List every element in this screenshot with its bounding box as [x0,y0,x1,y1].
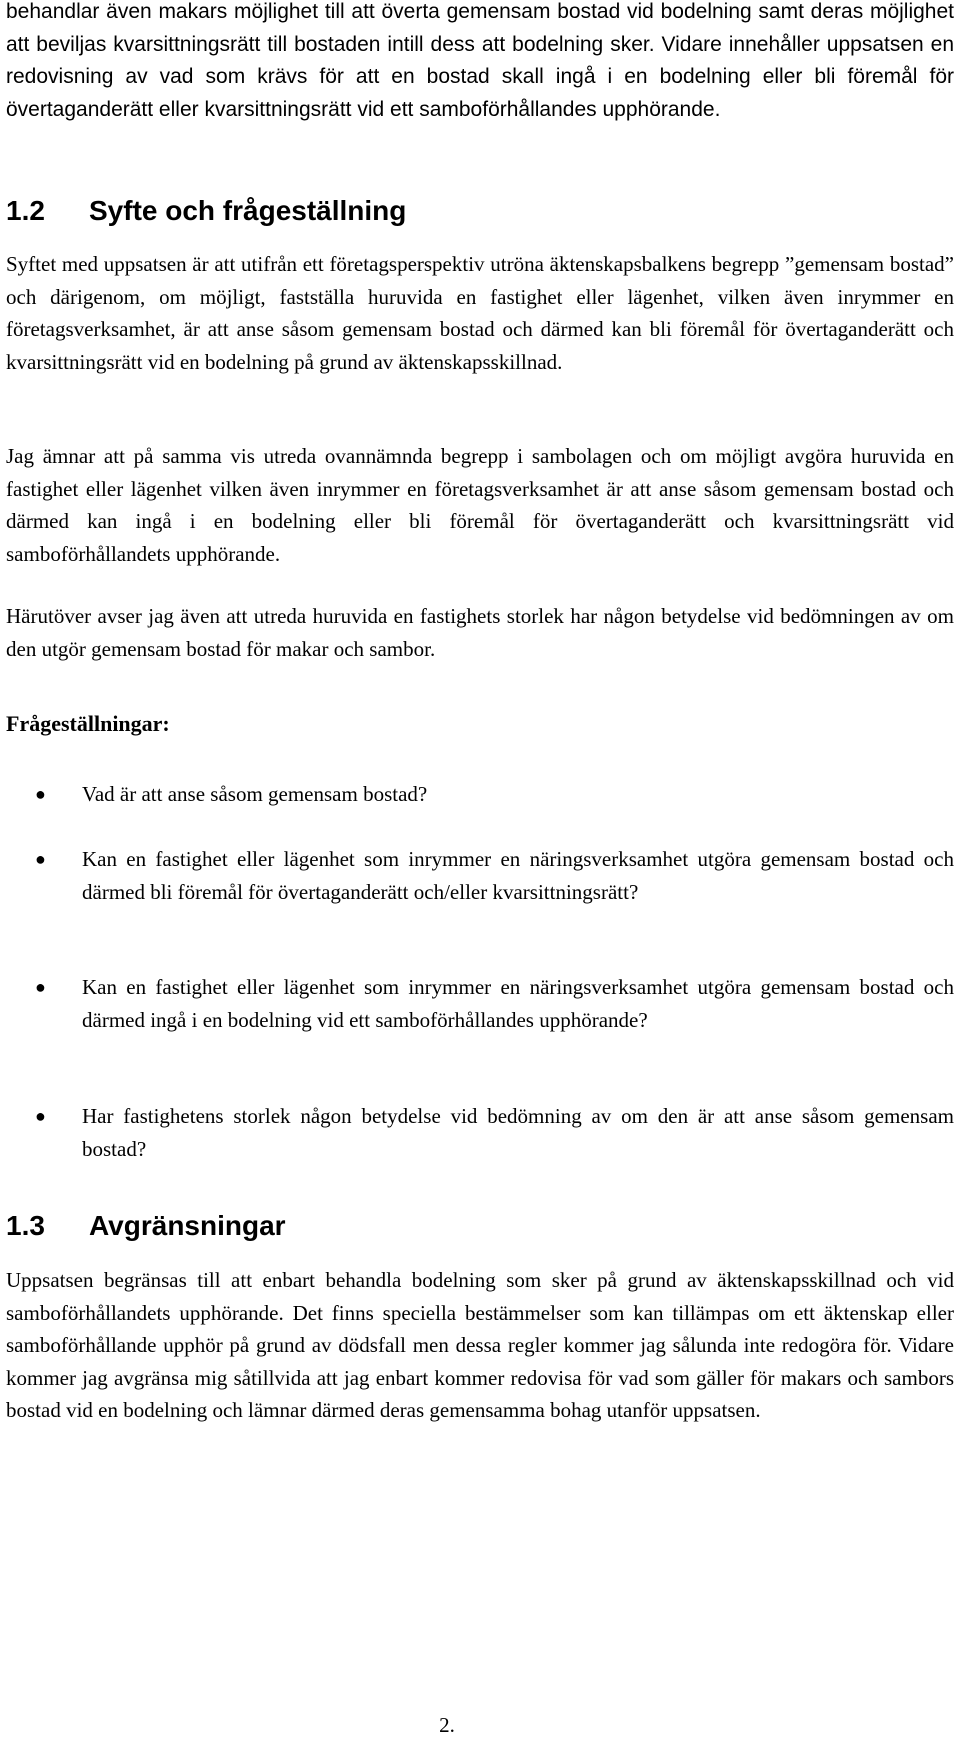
question-item [6,971,954,1036]
question-item [6,778,954,811]
question-text: Har fastighetens storlek någon betydelse vid bedömning av om den är att anse såsom gemensam bostad? [82,1104,954,1161]
purpose-paragraph: Syftet med uppsatsen är att utifrån ett företagsperspektiv utröna äktenskapsbalkens begrepp ”gemensam bostad” och därigenom, om möjligt, fastställa huruvida en fastighet eller lägenhet, vilken även inrymmer en företagsverksamhet, är att anse såsom gemensam bostad och därmed kan bli föremål för övertaganderätt och kvarsittningsrätt vid en bodelning på grund av äktenskapsskillnad. [6,252,954,374]
section-number: 1.3 [6,1210,45,1241]
section-number: 1.2 [6,195,45,226]
section-title: Syfte och frågeställning [89,195,407,226]
intro-paragraph: behandlar även makars möjlighet till att överta gemensam bostad vid bodelning samt deras möjlighet att beviljas kvarsittningsrätt till bostaden intill dess att bodelning sker. Vidare innehåller uppsatsen en redovisning av vad som krävs för att en bostad skall ingå i en bodelning eller bli föremål för övertaganderätt eller kvarsittningsrätt vid ett samboförhållandes upphörande. [6,0,954,121]
bullet-icon: ● [35,849,46,869]
bullet-icon: ● [35,977,46,997]
question-text: Kan en fastighet eller lägenhet som inrymmer en näringsverksamhet utgöra gemensam bostad och därmed ingå i en bodelning vid ett samboförhållandes upphörande? [82,975,954,1032]
question-item [6,1100,954,1165]
page-number: 2. [439,1713,455,1737]
section-heading-1-2 [6,195,406,227]
bullet-icon: ● [35,784,46,804]
section-title: Avgränsningar [89,1210,286,1241]
question-text: Kan en fastighet eller lägenhet som inrymmer en näringsverksamhet utgöra gemensam bostad och därmed bli föremål för övertaganderätt och/eller kvarsittningsrätt? [82,847,954,904]
limitations-paragraph: Uppsatsen begränsas till att enbart behandla bodelning som sker på grund av äktenskapsskillnad och vid samboförhållandets upphörande. Det finns speciella bestämmelser som kan tillämpas om ett äktenskap eller samboförhållande upphör på grund av dödsfall men dessa regler kommer jag sålunda inte redogöra för. Vidare kommer jag avgränsa mig såtillvida att jag enbart kommer redovisa för vad som gäller för makars och sambors bostad vid en bodelning och lämnar därmed deras gemensamma bohag utanför uppsatsen. [6,1268,954,1423]
questions-heading: Frågeställningar: [6,711,170,736]
additional-paragraph: Härutöver avser jag även att utreda huruvida en fastighets storlek har någon betydelse vid bedömningen av om den utgör gemensam bostad för makar och sambor. [6,604,954,661]
bullet-icon: ● [35,1106,46,1126]
question-item [6,843,954,908]
intention-paragraph: Jag ämnar att på samma vis utreda ovannämnda begrepp i sambolagen och om möjligt avgöra huruvida en fastighet eller lägenhet vilken även inrymmer en företagsverksamhet är att anse såsom gemensam bostad och därmed kan ingå i en bodelning eller bli föremål för övertaganderätt och kvarsittningsrätt vid samboförhållandets upphörande. [6,444,954,566]
question-text: Vad är att anse såsom gemensam bostad? [82,782,428,806]
section-heading-1-3 [6,1210,286,1242]
